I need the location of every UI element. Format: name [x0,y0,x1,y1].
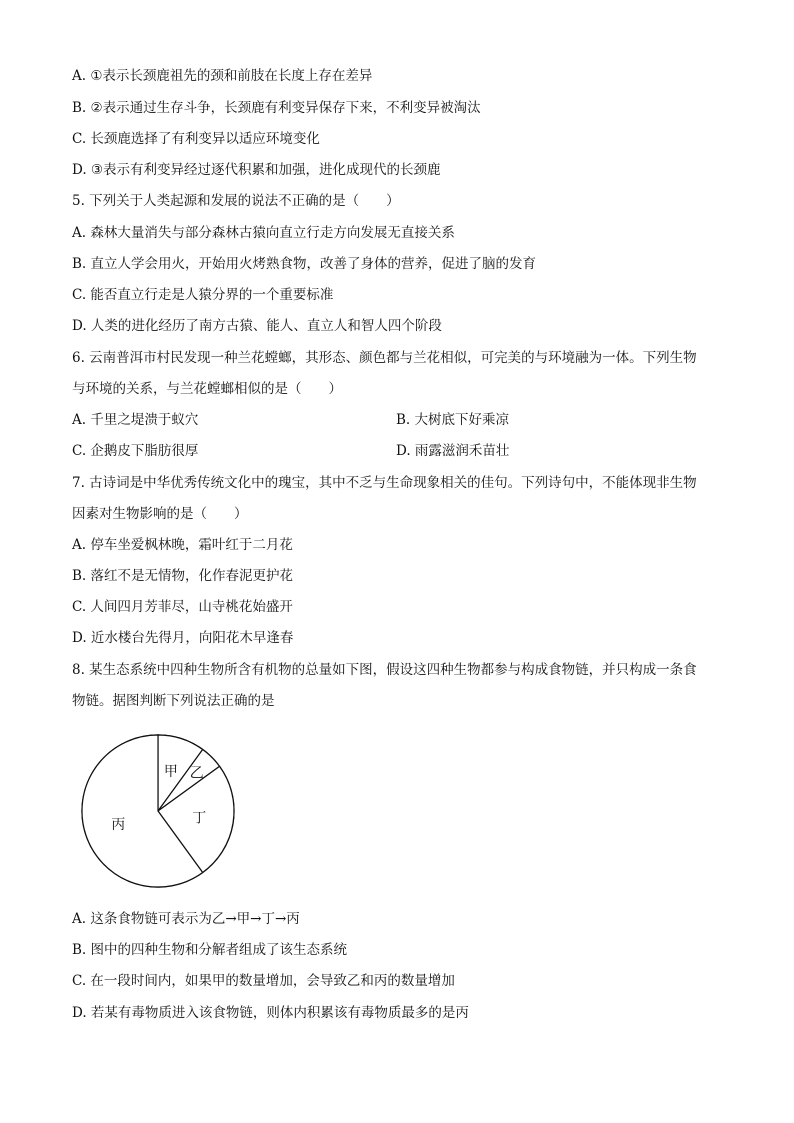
biomass-pie-chart [80,733,240,893]
pie-label-0: 甲 [163,764,178,781]
q5-option-b: B. 直立人学会用火，开始用火烤熟食物，改善了身体的营养，促进了脑的发育 [72,256,537,272]
q8-stem-line2: 物链。据图判断下列说法正确的是 [72,693,275,709]
q6-option-a: A. 千里之堤溃于蚁穴 [72,412,199,428]
q7-stem-line1: 7. 古诗词是中华优秀传统文化中的瑰宝，其中不乏与生命现象相关的佳句。下列诗句中，不能体现非生物 [72,475,697,491]
pie-group [82,735,234,887]
q7-option-b: B. 落红不是无情物，化作春泥更护花 [72,568,294,584]
q5-stem: 5. 下列关于人类起源和发展的说法不正确的是（ ） [72,193,400,209]
q6-stem-line1: 6. 云南普洱市村民发现一种兰花螳螂，其形态、颜色都与兰花相似，可完美的与环境融为一体。下列生物 [72,350,697,366]
q8-option-d: D. 若某有毒物质进入该食物链，则体内积累该有毒物质最多的是丙 [72,1005,469,1021]
q7-option-d: D. 近水楼台先得月，向阳花木早逢春 [72,630,294,646]
q6-option-b: B. 大树底下好乘凉 [396,412,510,428]
q5-option-a: A. 森林大量消失与部分森林古猿向直立行走方向发展无直接关系 [72,225,455,241]
q8-option-b: B. 图中的四种生物和分解者组成了该生态系统 [72,942,348,958]
q4-option-d: D. ③表示有利变异经过逐代积累和加强，进化成现代的长颈鹿 [72,162,441,178]
q5-option-d: D. 人类的进化经历了南方古猿、能人、直立人和智人四个阶段 [72,318,442,334]
q8-stem-line1: 8. 某生态系统中四种生物所含有机物的总量如下图，假设这四种生物都参与构成食物链，并只构成一条食 [72,662,697,678]
pie-label-2: 丁 [192,810,207,827]
q4-option-c: C. 长颈鹿选择了有利变异以适应环境变化 [72,131,320,147]
q7-stem-line2: 因素对生物影响的是（ ） [72,506,248,522]
pie-label-1: 乙 [189,765,204,782]
q4-option-a: A. ①表示长颈鹿祖先的颈和前肢在长度上存在差异 [72,68,373,84]
q6-stem-line2: 与环境的关系，与兰花螳螂相似的是（ ） [72,381,342,397]
q5-option-c: C. 能否直立行走是人猿分界的一个重要标准 [72,287,334,303]
q6-option-d: D. 雨露滋润禾苗壮 [396,443,510,459]
q7-option-c: C. 人间四月芳菲尽，山寺桃花始盛开 [72,599,293,615]
q6-option-c: C. 企鹅皮下脂肪很厚 [72,443,199,459]
q8-option-a: A. 这条食物链可表示为乙→甲→丁→丙 [72,911,300,927]
q8-option-c: C. 在一段时间内，如果甲的数量增加，会导致乙和丙的数量增加 [72,973,455,989]
q4-option-b: B. ②表示通过生存斗争，长颈鹿有利变异保存下来，不利变异被淘汰 [72,100,481,116]
q7-option-a: A. 停车坐爱枫林晚，霜叶红于二月花 [72,537,293,553]
pie-label-3: 丙 [111,816,126,833]
